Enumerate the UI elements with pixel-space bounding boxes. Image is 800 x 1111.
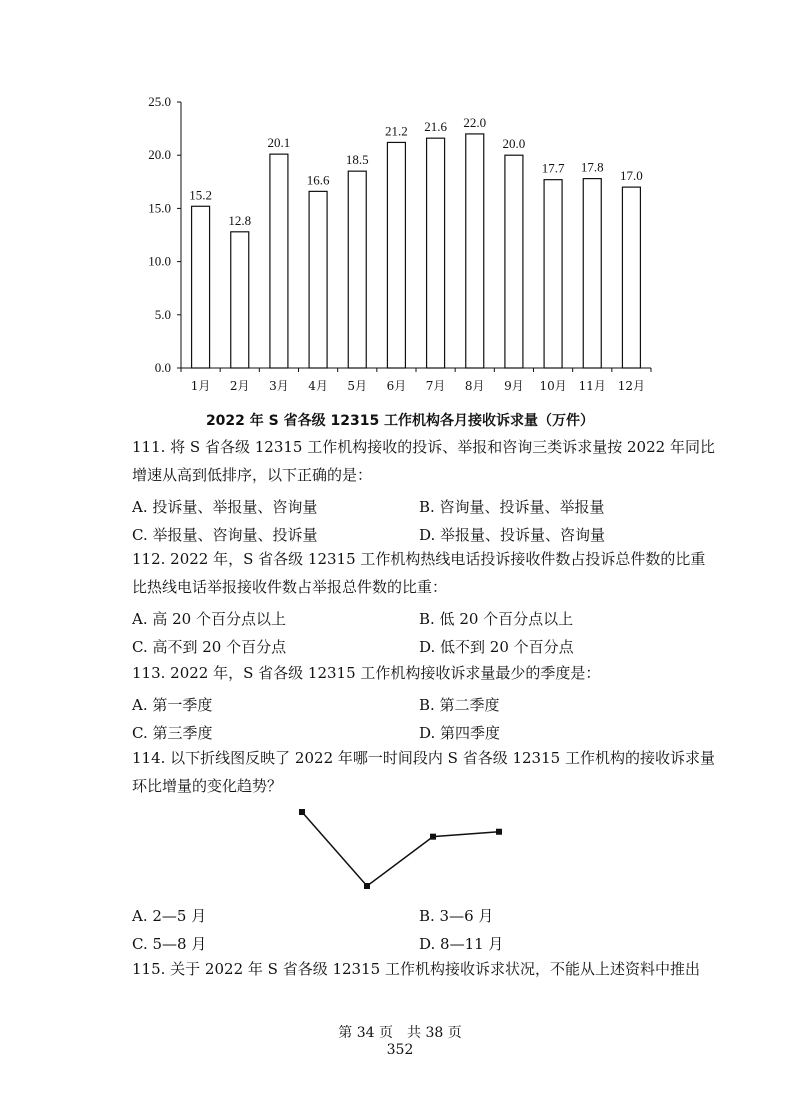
x-category-label: 11月 <box>578 379 606 393</box>
bar-value-label: 22.0 <box>463 114 487 130</box>
q111-option-d[interactable]: D. 举报量、投诉量、咨询量 <box>419 526 606 544</box>
bar-11 <box>583 179 601 368</box>
q111-stem-line2: 增速从高到低排序，以下正确的是： <box>132 466 373 484</box>
q114-option-a[interactable]: A. 2—5 月 <box>132 907 207 925</box>
x-category-label: 1月 <box>190 379 211 393</box>
bar-value-label: 18.5 <box>345 152 369 168</box>
chart-caption: 2022 年 S 省各级 12315 工作机构各月接收诉求量（万件） <box>205 413 595 429</box>
bar-10 <box>544 180 562 368</box>
bar-value-label: 17.8 <box>580 159 604 175</box>
page-number: 352 <box>386 1042 414 1058</box>
x-category-label: 8月 <box>464 379 485 393</box>
q114-option-b[interactable]: B. 3—6 月 <box>419 907 494 925</box>
bar-7 <box>427 138 445 368</box>
bar-chart <box>130 88 670 398</box>
bar-12 <box>622 187 640 368</box>
bar-chart-svg <box>130 88 670 398</box>
q115-stem: 115. 关于 2022 年 S 省各级 12315 工作机构接收诉求状况，不能从上述资料中推出 <box>132 960 700 978</box>
q114-line-sketch <box>290 800 520 900</box>
y-tick-label: 10.0 <box>148 253 171 269</box>
x-category-label: 4月 <box>308 379 328 393</box>
q114-stem-line1: 114. 以下折线图反映了 2022 年哪一时间段内 S 省各级 12315 工作机构的接收诉求量 <box>132 749 715 767</box>
bar-4 <box>309 191 327 368</box>
bar-value-label: 12.8 <box>228 212 252 228</box>
x-category-label: 5月 <box>347 379 368 393</box>
bar-1 <box>192 206 210 368</box>
q114-sketch-point-3 <box>430 834 436 840</box>
bar-5 <box>348 171 366 368</box>
q112-stem-line2: 比热线电话举报接收件数占举报总件数的比重： <box>132 578 448 596</box>
bar-value-label: 21.6 <box>424 119 447 135</box>
q114-option-c[interactable]: C. 5—8 月 <box>132 935 207 953</box>
x-category-label: 12月 <box>617 379 646 393</box>
y-tick-label: 5.0 <box>154 306 171 322</box>
q114-sketch-point-4 <box>496 829 502 835</box>
q113-stem: 113. 2022 年，S 省各级 12315 工作机构接收诉求量最少的季度是： <box>132 664 601 682</box>
x-category-label: 10月 <box>539 379 567 393</box>
q111-stem-line1: 111. 将 S 省各级 12315 工作机构接收的投诉、举报和咨询三类诉求量按 2022 年同比 <box>132 438 715 456</box>
page-indicator: 第 34 页 共 38 页 <box>338 1025 462 1041</box>
q113-option-b[interactable]: B. 第二季度 <box>419 696 500 714</box>
q113-option-c[interactable]: C. 第三季度 <box>132 724 213 742</box>
y-tick-label: 20.0 <box>148 147 171 163</box>
q112-stem-line1: 112. 2022 年，S 省各级 12315 工作机构热线电话投诉接收件数占投诉总件数的比重 <box>132 550 706 568</box>
q111-option-c[interactable]: C. 举报量、咨询量、投诉量 <box>132 526 318 544</box>
bar-9 <box>505 155 523 368</box>
q113-option-a[interactable]: A. 第一季度 <box>132 696 213 714</box>
bar-2 <box>231 232 249 368</box>
y-tick-label: 0.0 <box>154 360 171 375</box>
bar-value-label: 20.1 <box>267 135 291 151</box>
x-category-label: 2月 <box>229 379 250 393</box>
bar-value-label: 17.7 <box>541 160 565 176</box>
q114-stem-line2: 环比增量的变化趋势？ <box>132 777 283 795</box>
bar-value-label: 21.2 <box>385 123 408 139</box>
bar-value-label: 16.6 <box>306 172 330 188</box>
bar-value-label: 20.0 <box>502 136 526 152</box>
q112-option-b[interactable]: B. 低 20 个百分点以上 <box>419 610 574 628</box>
q114-sketch-line <box>302 812 499 886</box>
q112-option-d[interactable]: D. 低不到 20 个百分点 <box>419 638 574 656</box>
q112-option-a[interactable]: A. 高 20 个百分点以上 <box>132 610 286 628</box>
bar-8 <box>466 134 484 368</box>
q114-option-d[interactable]: D. 8—11 月 <box>419 935 504 953</box>
y-tick-label: 25.0 <box>148 94 171 109</box>
x-category-label: 6月 <box>386 379 407 393</box>
y-tick-label: 15.0 <box>148 200 171 216</box>
q114-sketch-point-2 <box>364 883 370 889</box>
bar-value-label: 15.2 <box>189 187 212 203</box>
q111-option-a[interactable]: A. 投诉量、举报量、咨询量 <box>132 498 318 516</box>
q114-sketch-point-1 <box>299 809 305 815</box>
q113-option-d[interactable]: D. 第四季度 <box>419 724 501 742</box>
bar-3 <box>270 154 288 368</box>
x-category-label: 3月 <box>269 379 289 393</box>
bar-6 <box>387 142 405 368</box>
q111-option-b[interactable]: B. 咨询量、投诉量、举报量 <box>419 498 605 516</box>
x-category-label: 7月 <box>425 379 446 393</box>
x-category-label: 9月 <box>504 379 524 393</box>
q112-option-c[interactable]: C. 高不到 20 个百分点 <box>132 638 287 656</box>
bar-value-label: 17.0 <box>620 168 643 184</box>
